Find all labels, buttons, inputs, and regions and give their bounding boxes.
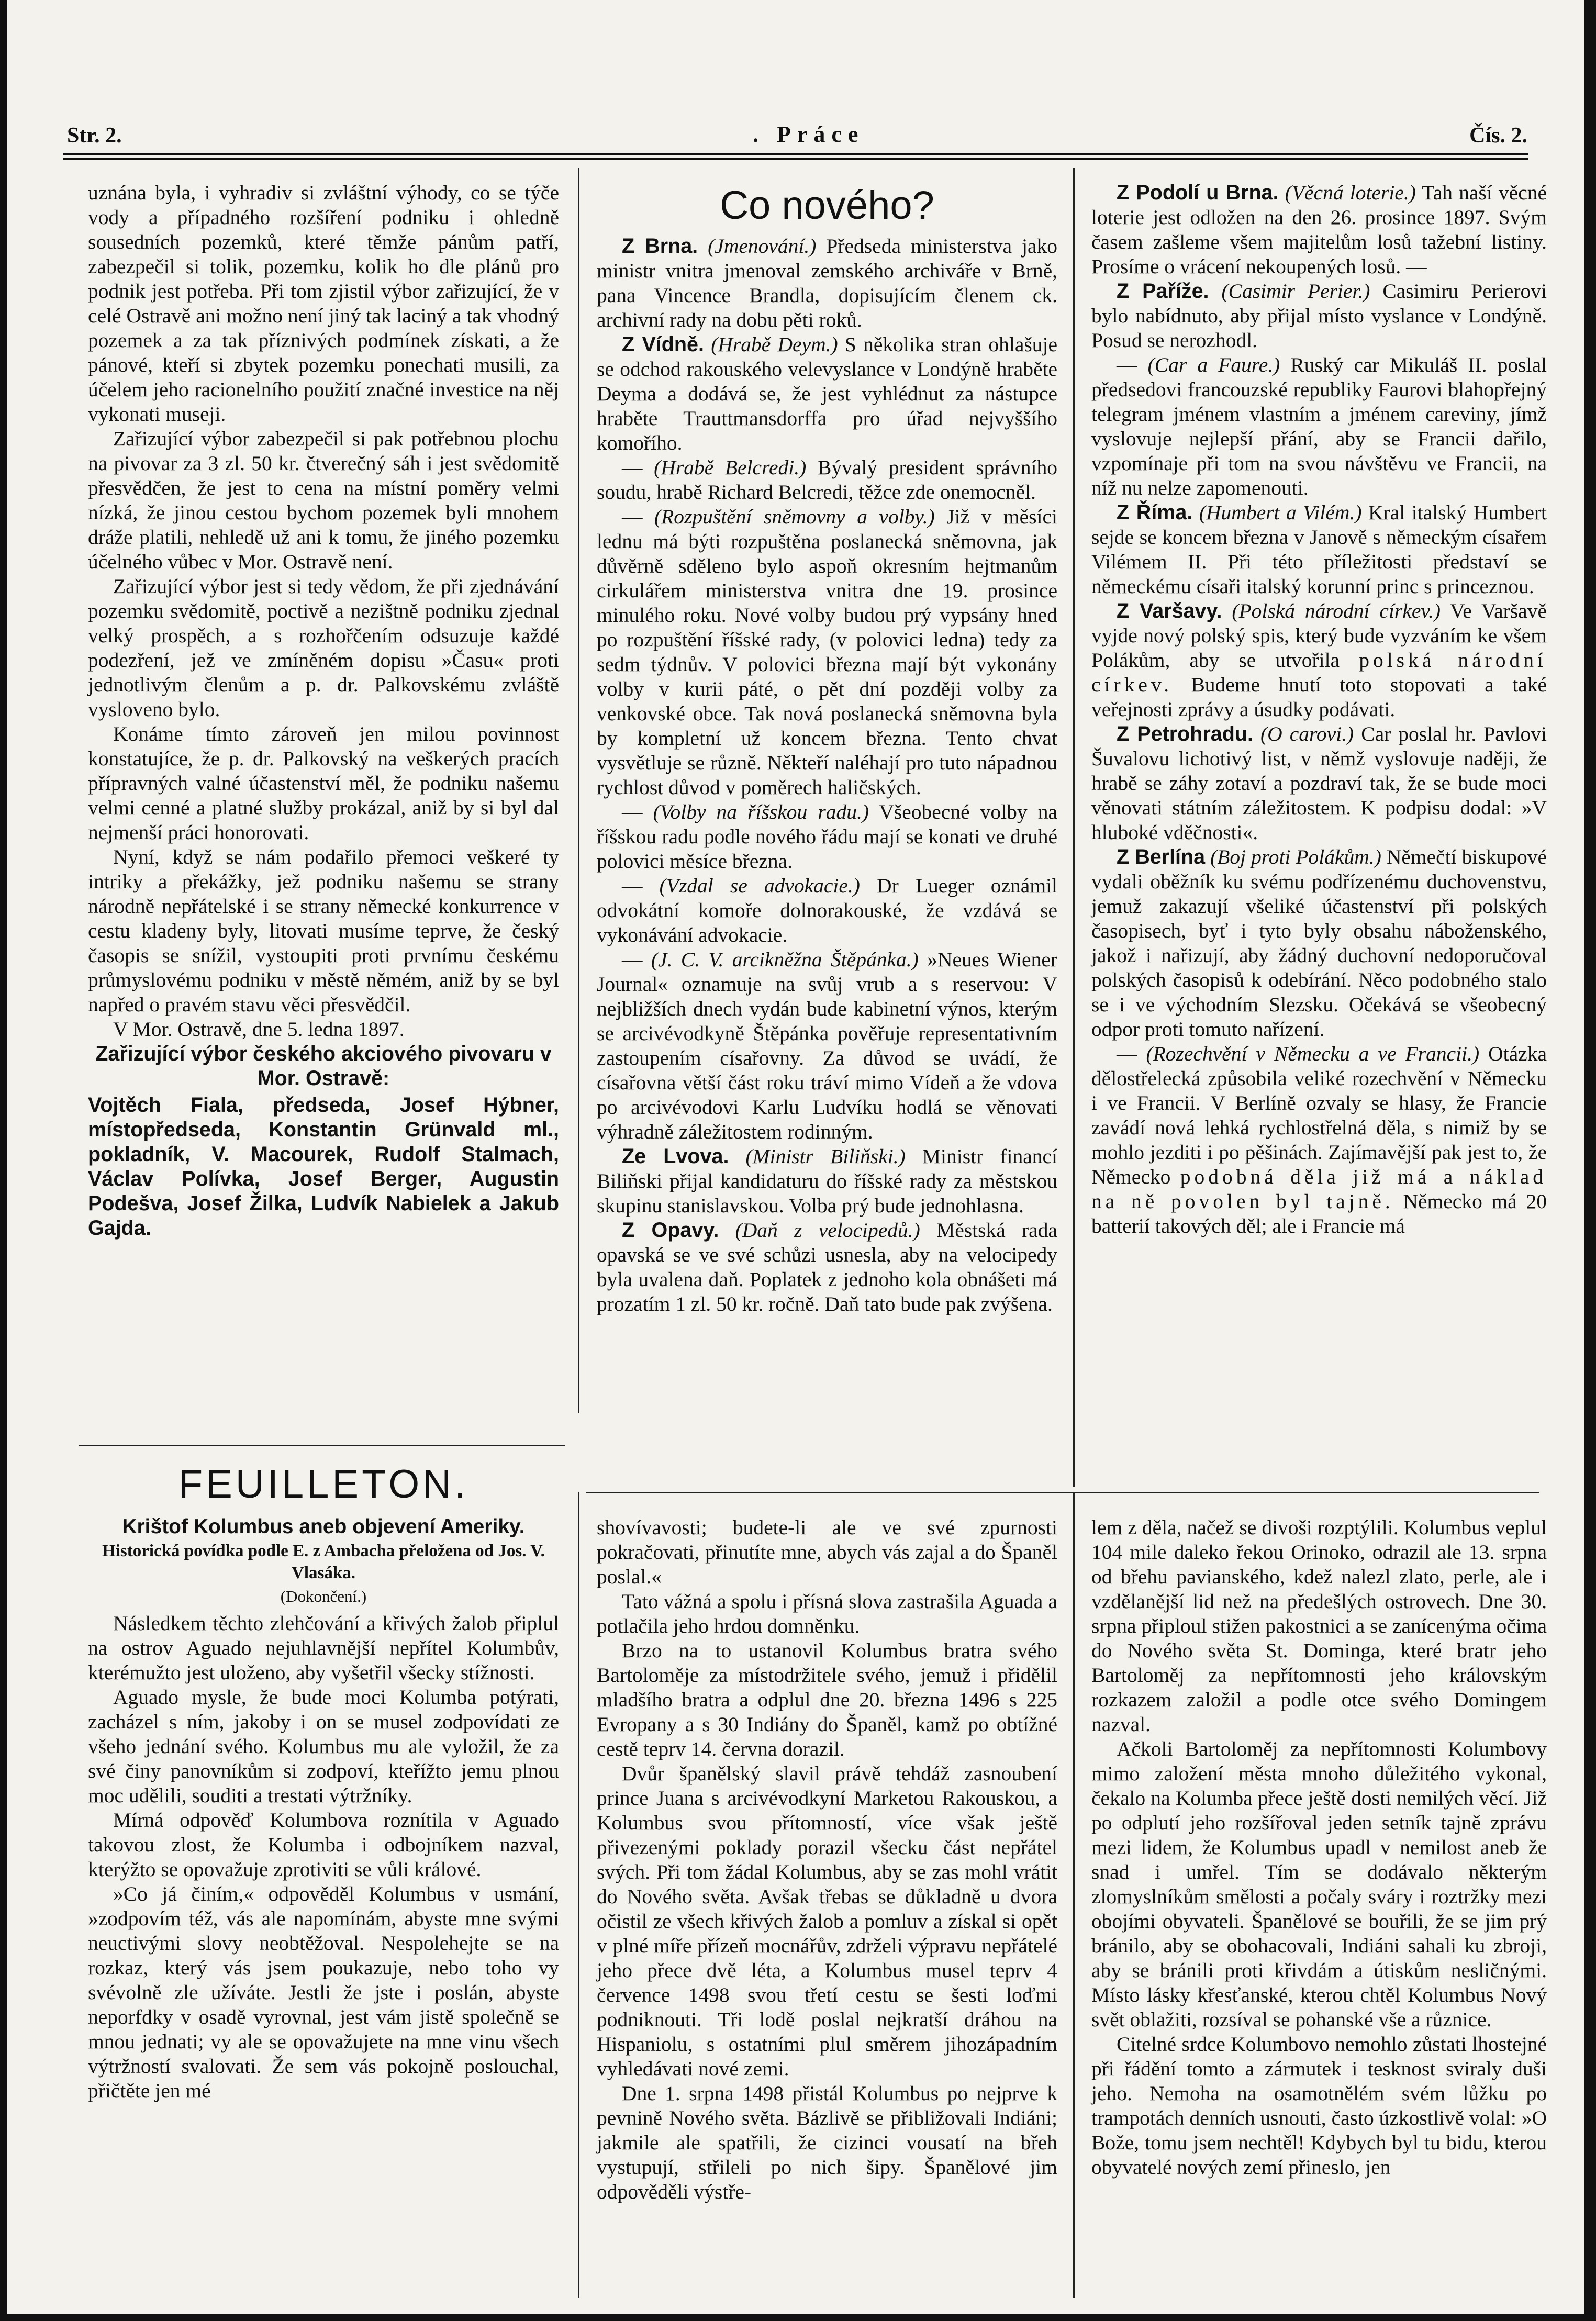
item-heading: (Humbert a Vilém.) bbox=[1199, 501, 1362, 524]
page-header bbox=[67, 118, 1527, 150]
item-text: Němečtí biskupové vydali oběžník ku svému podřízenému duchovenstvu, jemuž zakazují všeliké účastenství při polských časopisech, byť i tyto byly obsahu náboženského, jakož i nařizují, aby žádný duchovní nedoporučoval polských časopisů k odebírání. Něco podobného stalo se i ve východním Slezsku. Očekává se všeobecný odpor proti tomuto nařízení. bbox=[1091, 845, 1547, 1041]
paragraph: Brzo na to ustanovil Kolumbus bratra svého Bartoloměje za místodržitele svého, jemuž i přidělil mladšího bratra a odplul dne 20. března 1496 s 225 Evropany a s 30 Indiány do Španěl, kamž po obtížné cestě teprv 14. června dorazil. bbox=[597, 1639, 1057, 1760]
header-rule bbox=[63, 153, 1528, 155]
feuilleton-column-2 bbox=[597, 1515, 1057, 2204]
place-name: Z Podolí u Brna. bbox=[1117, 181, 1279, 204]
news-item-varsava bbox=[1091, 599, 1547, 722]
item-text: Casimiru Perierovi bylo nabídnuto, aby přijal místo vyslance v Londýně. Posud se nerozhodl. bbox=[1091, 280, 1547, 352]
news-item-petrohrad bbox=[1091, 722, 1547, 845]
paragraph: Zařizující výbor zabezpečil si pak potřebnou plochu na pivovar za 3 zl. 50 kr. čtverečný sáh i jest svědomitě přesvědčen, že jest to cena na místní poměry velmi nízká, že jinou cestou bychom pozemek byli mnohem dráže platili, nehledě už ani k tomu, že jiného pozemku účelného vůbec v Mor. Ostravě není. bbox=[88, 427, 559, 573]
item-text: Ve Varšavě vyjde nový polský spis, který bude vyzváním ke všem Polákům, aby se utvořila bbox=[1091, 599, 1547, 672]
news-item-brno bbox=[597, 234, 1057, 332]
feuilleton-column-1 bbox=[88, 1460, 559, 2103]
item-text: S několika stran ohlašuje se odchod rakouského velevyslance v Londýně hraběte Deyma a dodává se, že jest vyhlédnut za nástupce hraběte Trauttmansdorffa pro úřad nejvyššího komořího. bbox=[597, 333, 1058, 454]
paragraph: Citelné srdce Kolumbovo nemohlo zůstati lhostejné při řádění tomto a zármutek i tesknost sviraly duši jeho. Nemoha na osamotnělém svém lůžku po trampotách denních usnouti, často úzkostlivě volal: »O Bože, tomu jsem nechtěl! Kdybych byl tu bidu, kterou obyvatelé nových zemí přineslo, jen bbox=[1091, 2033, 1547, 2179]
paragraph: shovívavosti; budete-li ale ve své zpurnosti pokračovati, přinutíte mne, abych vás zajal a do Španěl poslal.« bbox=[597, 1516, 1057, 1588]
committee-line: Zařizující výbor českého akciového pivovaru v Mor. Ostravě: bbox=[95, 1042, 552, 1090]
column-rule-2-top bbox=[1073, 168, 1075, 1487]
paragraph: Aguado mysle, že bude moci Kolumba potýrati, zacházel s ním, jakoby i on se musel zodpovídati ze všeho jednání svého. Kolumbus mu ale vyložil, že za své činy panovníkům si zodpoví, kteřížto jemu plnou moc udělili, souditi a trestati výtržníky. bbox=[88, 1686, 559, 1807]
item-heading: (O carovi.) bbox=[1260, 722, 1354, 745]
item-heading: (Rozechvění v Německu a ve Francii.) bbox=[1146, 1042, 1480, 1065]
paragraph: Následkem těchto zlehčování a křivých žalob připlul na ostrov Aguado nejuhlavnější nepřítel Kolumbův, kterémužto jest uloženo, aby vyšetřil všecky stížnosti. bbox=[88, 1612, 559, 1684]
column-rule-1-bottom bbox=[578, 1492, 579, 2298]
scan-edge-bottom bbox=[0, 2314, 1596, 2321]
feuilleton-continuation: (Dokončení.) bbox=[280, 1587, 367, 1605]
feuilleton-separator bbox=[79, 1445, 565, 1446]
news-item-podoli bbox=[1091, 181, 1547, 279]
item-heading: (Daň z velocipedů.) bbox=[735, 1219, 920, 1242]
column-rule-2-bottom bbox=[1073, 1492, 1075, 2298]
item-heading: (Car a Faure.) bbox=[1147, 353, 1280, 376]
item-emphasis: podobná děla již má a náklad na ně povolen byl tajně. bbox=[1091, 1165, 1547, 1213]
item-text: Předseda ministerstva jako ministr vnitra jmenoval zemského archiváře v Brně, pana Vincence Brandla, dopisujícím členem ck. archivní rady na dobu pěti roků. bbox=[597, 235, 1057, 331]
feuilleton-title: FEUILLETON. bbox=[178, 1462, 469, 1507]
paragraph: Tato vážná a spolu i přísná slova zastrašila Aguada a potlačila jeho hrdou domněnku. bbox=[597, 1590, 1057, 1637]
signers-list: Vojtěch Fiala, předseda, Josef Hýbner, místopředseda, Konstantin Grünvald ml., pokladník, V. Macourek, Rudolf Stalmach, Václav Polívka, Josef Berger, Augustin Podešva, Josef Žilka, Ludvík Nabielek a Jakub Gajda. bbox=[88, 1093, 559, 1240]
place-name: Z Varšavy. bbox=[1117, 599, 1222, 622]
feuilleton-separator-right bbox=[586, 1492, 1539, 1493]
item-text: Ruský car Mikuláš II. poslal předsedovi francouzské republiky Faurovi blahopřejný telegram jménem vlastním a jménem careviny, jímž vyslovuje nejlepší přání, aby se Francii dařilo, vzpomínaje při tom na svou návštěvu ve Francii, na níž nu nelze zapomenouti. bbox=[1091, 353, 1547, 499]
item-text: Bývalý president správního soudu, hrabě Richard Belcredi, těžce zde onemocněl. bbox=[597, 456, 1057, 504]
item-text: Otázka dělostřelecká způsobila veliké rozechvění v Německu i ve Francii. V Berlíně ozvaly se hlasy, že Francie zavádí nová lehká rychlostřelná děla, s nimiž by se mohlo jezditi i po pěšinách. Zajímavější pak jest to, že Německo bbox=[1091, 1042, 1547, 1188]
news-item-delo: — (Rozechvění v Německu a ve Francii.) Otázka dělostřelecká způsobila veliké rozechvění v Německu i ve Francii. V Berlíně ozvaly se hlasy, že Francie zavádí nová lehká rychlostřelná děla, s nimiž by se mohlo jezditi i po pěšinách. Zajímavější pak jest to, že Německo podobná děla již má a náklad na ně povolen byl tajně. Německo má 20 batterií takových děl; ale i Francie má bbox=[1091, 1042, 1547, 1237]
news-item-rada: — (Volby na říšskou radu.) Všeobecné volby na říšskou radu podle nového řádu mají se konati ve druhé polovici měsíce března. bbox=[597, 800, 1057, 873]
item-heading: (Ministr Biliňski.) bbox=[745, 1145, 906, 1168]
paragraph: Dne 1. srpna 1498 přistál Kolumbus po nejprve k pevnině Nového světa. Bázlivě se přibližovali Indiáni; jakmile ale spatřili, že cizinci vousatí na břeh vystupují, střileli po nich šipy. Španělové jim odpověděli výstře- bbox=[597, 2082, 1057, 2203]
item-text: Městská rada opavská se ve své schůzi usnesla, aby na velocipedy byla uvalena daň. Poplatek z jednoho kola obnášeti má prozatím 1 zl. 50 kr. ročně. Daň tato bude pak zvýšena. bbox=[597, 1219, 1057, 1315]
place-name: Z Brna. bbox=[622, 235, 698, 258]
item-heading: (Hrabě Belcredi.) bbox=[654, 456, 807, 479]
news-section-title: Co nového? bbox=[720, 183, 934, 228]
paragraph: Konáme tímto zároveň jen milou povinnost konstatujíce, že p. dr. Palkovský na veškerých pracích přípravných valné účastenství měl, že podniku našemu velmi cenné a platné služby prokázal, aniž by si byl dal nejmenší práci honorovati. bbox=[88, 722, 559, 844]
news-column bbox=[597, 181, 1057, 1316]
page-number: Str. 2. bbox=[67, 124, 122, 148]
news-item-lueger: — (Vzdal se advokacie.) Dr Lueger oznámil odvokátní komoře dolnorakouské, že vzdává se vykonávání advokacie. bbox=[597, 874, 1057, 946]
scan-edge-right bbox=[1584, 0, 1596, 2321]
paragraph: uznána byla, i vyhradiv si zvláštní výhody, co se týče vody a případného rozšíření podniku i ohledně sousedních pozemků, které těmže pánům patří, zabezpečil si tolik, pozemku, kolik ho dle plánů pro podnik jest potřeba. Při tom zjistil výbor zařizující, že v celé Ostravě ani možno není jiný tak laciný a tak vhodný pozemek a za tak příznivých podmínek získati, a že pánové, kteří si zbytek pozemku ponechati musili, za účelem jeho racionelního použití značné investice na něj vykonati museji. bbox=[88, 181, 559, 426]
item-text: Dr Lueger oznámil odvokátní komoře dolnorakouské, že vzdává se vykonávání advokacie. bbox=[597, 874, 1057, 946]
paragraph: Ačkoli Bartoloměj za nepřítomnosti Kolumbovy mimo založení města mnoho důležitého vykonal, čekalo na Kolumba přece ještě dosti nemilých věcí. Již po odplutí jeho rozšířoval jeden setník tajně zprávu mezi lidem, že Kolumbus upadl v nemilost aneb že snad i umřel. Tím se dodávalo některým zlomyslníkům smělosti a počaly sváry i roztržky mezi obojími obyvateli. Španělové se bouřili, že se jim prý bránilo, aby se obohacovali, Indiáni sahali ku zbroji, aby se bránili proti křivdám a útiskům nesličnými. Místo lásky křesťanské, kterou chtěl Kolumbus Nový svět oblažiti, rozsíval se pohanské vše a různice. bbox=[1091, 1737, 1547, 2031]
item-text: Kral italský Humbert sejde se koncem března v Janově s německým císařem Vilémem II. Při této příležitosti představí se německému císaři italský korunní princ s princeznou. bbox=[1091, 501, 1547, 598]
news-item-opava bbox=[597, 1218, 1057, 1316]
item-heading: (Rozpuštění sněmovny a volby.) bbox=[654, 505, 935, 528]
place-name: Z Opavy. bbox=[622, 1219, 719, 1242]
issue-number: Čís. 2. bbox=[1469, 124, 1527, 148]
item-text: Tah naší věcné loterie jest odložen na den 26. prosince 1897. Svým časem zašleme všem majitelům losů tažební listiny. Prosíme o vrácení nekoupených losů. — bbox=[1091, 181, 1547, 278]
paragraph: Nyní, když se nám podařilo přemoci veškeré ty intriky a překážky, jež podniku našemu se strany národně nepřátelské i se strany německé konkurrence v cestu kladeny byly, litovati musíme teprve, že český časopis se snížil, vystoupiti proti prvnímu českému průmyslovému podniku v městě němém, aniž by se byl napřed o pravém stavu věci přesvědčil. bbox=[88, 845, 559, 1016]
newspaper-title: . Práce bbox=[753, 121, 865, 147]
column-rule-1-top bbox=[578, 168, 579, 1413]
dateline: V Mor. Ostravě, dne 5. ledna 1897. bbox=[113, 1018, 405, 1041]
paragraph: Dvůr španělský slavil právě tehdáž zasnoubení prince Juana s arcivévodkyní Marketou Rakouskou, a Kolumbus svou přítomností, více však ještě přivezenými poklady porazil všecku část nepřátel svých. Při tom žádal Kolumbus, aby se zas mohl vrátit do Nového světa. Avšak třebas se důkladně u dvora očistil ze všech křivých žalob a pomluv a získal si opět v plné míře přízeň mocnářův, zdrželi výpravu nepřátelé jeho přece dvě léta, a Kolumbus musel teprv 4 července 1498 svou třetí cestu se šesti loďmi podniknouti. Tři lodě poslal nejkratší dráhou na Hispaniolu, s ostatními plul směrem jihozápadním vyhledávati nové zemi. bbox=[597, 1762, 1057, 2080]
place-name: Ze Lvova. bbox=[622, 1145, 729, 1168]
signatures bbox=[88, 1093, 559, 1241]
item-heading: (J. C. V. arcikněžna Štěpánka.) bbox=[651, 948, 919, 971]
item-text: Budeme hnutí toto stopovati a také veřejnosti zprávy a úsudky podávati. bbox=[1091, 673, 1547, 721]
item-text: Car poslal hr. Pavlovi Šuvalovu lichotivý list, v němž vyslovuje naději, že hrabě se záhy zotaví a pozdraví tak, že se bude moci věnovati státním záležitostem. K podpisu dodal: »V hluboké vděčnosti«. bbox=[1091, 722, 1547, 844]
news-item-snemovna: — (Rozpuštění sněmovny a volby.) Již v měsíci lednu má býti rozpuštěna poslanecká sněmovna, jak důvěrně sděleno bylo aspoň okresním hejtmanům cirkulářem ministerstva vnitra dne 19. prosince minulého roku. Nové volby budou prý vypsány hned po rozpuštění říšské rady, (v polovici ledna) tedy za sedm týdnův. V polovici března mají být vykonány volby v kurii páté, o pět dní později volby za venkovské obce. Tak nová poslanecká sněmovna byla by kompletní už koncem března. Tento chvat vysvětluje se různě. Někteří naléhají pro tuto nápadnou rychlost důvod v poměrech haličských. bbox=[597, 505, 1057, 799]
article-brewery bbox=[88, 181, 559, 1241]
news-item-car: — (Car a Faure.) Ruský car Mikuláš II. poslal předsedovi francouzské republiky Faurovi blahopřejný telegram jménem vlastním a jménem careviny, jímž vyslovuje nejlepší přání, aby se Francii dařilo, vzpomínaje při tom na svou návštěvu ve Francii, na níž nu nelze zapomenouti. bbox=[1091, 353, 1547, 499]
paragraph: Zařizující výbor jest si tedy vědom, že při zjednávání pozemku svědomitě, poctivě a nezištně podniku zjednal velký prospěch, a s rozhořčením odsuzuje každé podezření, jež ve zmíněném dopisu »Času« proti jednotlivým členům a p. dr. Palkovskému zvláště vysloveno bylo. bbox=[88, 575, 559, 721]
item-heading: (Volby na říšskou radu.) bbox=[653, 800, 869, 823]
feuilleton-column-3 bbox=[1091, 1515, 1547, 2180]
place-name: Z Berlína bbox=[1117, 845, 1206, 868]
news-item-rim bbox=[1091, 500, 1547, 599]
item-text: Již v měsíci lednu má býti rozpuštěna poslanecká sněmovna, jak důvěrně sděleno bylo aspoň okresním hejtmanům cirkulářem ministerstva vnitra dne 19. prosince minulého roku. Nové volby budou prý vypsány hned po rozpuštění říšské rady, (v polovici ledna) tedy za sedm týdnův. V polovici března mají být vykonány volby v kurii páté, o pět dní později volby za venkovské obce. Tak nová poslanecká sněmovna byla by kompletní už koncem března. Tento chvat vysvětluje se různě. Někteří naléhají pro tuto nápadnou rychlost důvod v poměrech haličských. bbox=[597, 505, 1057, 799]
place-name: Z Petrohradu. bbox=[1117, 722, 1253, 745]
news-item-pariz bbox=[1091, 279, 1547, 353]
place-name: Z Vídně. bbox=[622, 333, 704, 356]
item-heading: (Casimir Perier.) bbox=[1221, 280, 1370, 303]
paragraph: »Co já činím,« odpověděl Kolumbus v usmání, »zodpovím též, vás ale napomínám, abyste mne svými neuctivými slovy neobtěžoval. Nespolehejte se na rozkaz, který vás jsem poukazuje, nebo toho vy svévolně zle užíváte. Jestli že jste i poslán, abyste neporfdky v osadě vyrovnal, jest vám jistě společně se mnou jednati; vy ale se opovažujete na mne vinu všech výtržností svalovati. Že sem vás pokojně poslouchal, přičtěte jen mé bbox=[88, 1882, 559, 2102]
place-name: Z Paříže. bbox=[1117, 280, 1209, 303]
item-heading: (Věcná loterie.) bbox=[1285, 181, 1416, 204]
item-text: Všeobecné volby na říšskou radu podle nového řádu mají se konati ve druhé polovici měsíce března. bbox=[597, 800, 1057, 873]
paragraph: Mírná odpověď Kolumbova roznítila v Aguado takovou zlost, že Kolumba i odbojníkem nazval, kterýžto se opovažuje zprotiviti se vůli králové. bbox=[88, 1809, 559, 1881]
item-text: Německo má 20 batterií takových děl; ale i Francie má bbox=[1091, 1190, 1547, 1237]
item-heading: (Vzdal se advokacie.) bbox=[659, 874, 860, 897]
item-heading: (Boj proti Polákům.) bbox=[1210, 845, 1381, 868]
news-item-berlin bbox=[1091, 845, 1547, 1042]
item-text: »Neues Wiener Journal« oznamuje na svůj vrub a s reservou: V nejbližších dnech vydán bude kabinetní výnos, kterým se arcivévodkyně Štěpánka pověřuje representativním zastoupením císařovny. Za důvod se uvádí, že císařovna větší část roku tráví mimo Vídeň a že vdova po arcivévodovi Karlu Ludvíku hodlá se věnovati výhradně záležitostem rodinným. bbox=[597, 948, 1058, 1143]
item-heading: (Jmenování.) bbox=[708, 235, 817, 258]
scan-edge-left bbox=[0, 0, 7, 2321]
item-heading: (Hrabě Deym.) bbox=[711, 333, 838, 356]
item-emphasis: polská národní církev. bbox=[1091, 649, 1547, 696]
news-column-continued bbox=[1091, 181, 1547, 1238]
news-item-viden bbox=[597, 332, 1057, 455]
news-item-belcredi: — (Hrabě Belcredi.) Bývalý president správního soudu, hrabě Richard Belcredi, těžce zde onemocněl. bbox=[597, 456, 1057, 504]
header-rule-thin bbox=[63, 158, 1528, 160]
feuilleton-info: Historická povídka podle E. z Ambacha přeložena od Jos. V. Vlasáka. bbox=[102, 1542, 545, 1582]
paragraph: lem z děla, načež se divoši rozptýlili. Kolumbus veplul 104 mile daleko řekou Orinoko, odrazil ale 13. srpna od břehu pavianského, kdež nalezl zlato, perle, ale i vzdělanější lid než na předešlých ostrovech. Dne 30. srpna připloul stižen pakostnici a se zanícenýma očima do Nového světa St. Dominga, které bratr jeho Bartoloměj za nepřítomnosti jeho královským rozkazem založil a podle otce svého Domingem nazval. bbox=[1091, 1516, 1547, 1736]
item-text: Ministr financí Biliňski přijal kandidaturu do říšské rady za městskou skupinu stanislavskou. Volba prý bude jednohlasna. bbox=[597, 1145, 1057, 1217]
news-item-lvov bbox=[597, 1144, 1057, 1218]
news-item-stepanka: — (J. C. V. arcikněžna Štěpánka.) »Neues Wiener Journal« oznamuje na svůj vrub a s reservou: V nejbližších dnech vydán bude kabinetní výnos, kterým se arcivévodkyně Štěpánka pověřuje representativním zastoupením císařovny. Za důvod se uvádí, že císařovna větší část roku tráví mimo Vídeň a že vdova po arcivévodovi Karlu Ludvíku hodlá se věnovati výhradně záležitostem rodinným. bbox=[597, 948, 1058, 1143]
item-heading: (Polská národní církev.) bbox=[1232, 599, 1441, 622]
feuilleton-subtitle: Krištof Kolumbus aneb objevení Ameriky. bbox=[122, 1515, 525, 1538]
place-name: Z Říma. bbox=[1117, 501, 1193, 524]
